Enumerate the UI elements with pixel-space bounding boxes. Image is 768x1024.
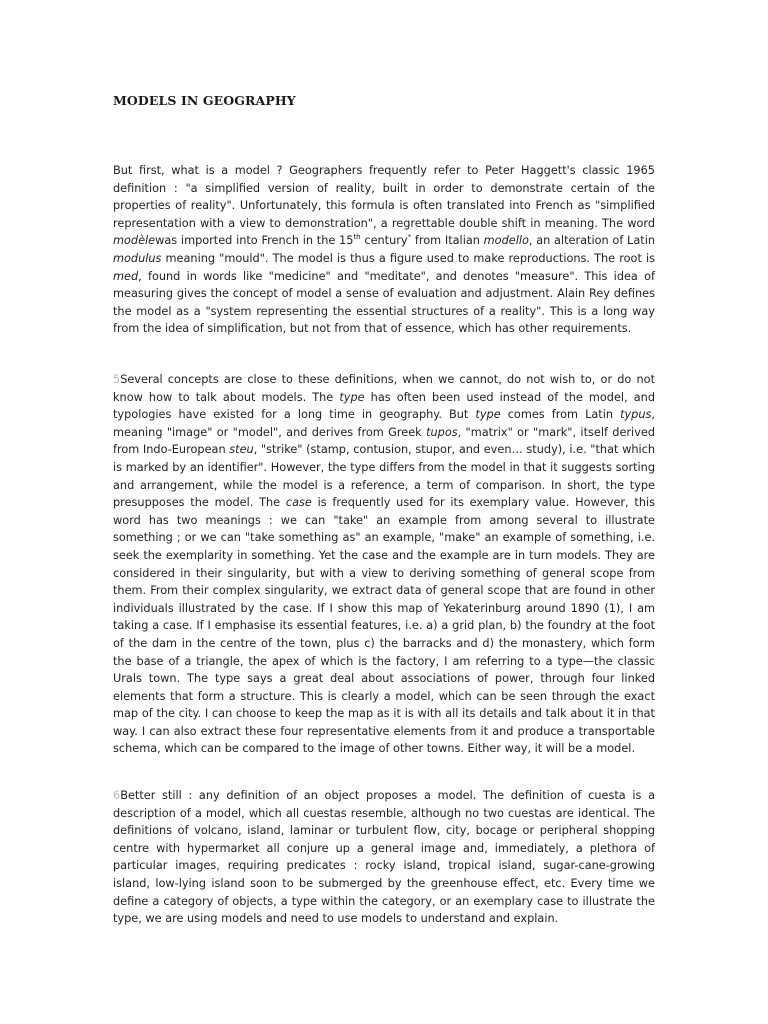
text-run: , meaning "image" or "model", and derives from Greek (113, 408, 655, 439)
paragraph (113, 371, 655, 758)
text-run: But first, what is a model ? Geographers frequently refer to Peter Haggett's classic 1965 definition : "a simplified version of reality, built in order to demonstrate certain of the properties of reality". Unfortunately, this formula is often translated into French as "simplified representation with a view to demonstration", a regrettable double shift in meaning. The word (113, 164, 655, 230)
superscript: th (353, 233, 361, 242)
paragraph-number: 5 (113, 373, 121, 386)
paragraph (113, 162, 655, 338)
italic-term: type (339, 390, 365, 404)
italic-term: med (113, 269, 139, 283)
text-run: Several concepts are close to these definitions, when we cannot, do not wish to, or do not know how to talk about models. The (113, 373, 655, 404)
text-run: was imported into French in the 15 (155, 234, 354, 248)
text-run: meaning "mould". The model is thus a figure used to make reproductions. The root is (161, 251, 655, 265)
italic-term: steu (229, 443, 254, 457)
text-run: century (360, 234, 408, 248)
italic-term: case (285, 496, 312, 510)
italic-term: modèle (113, 234, 156, 248)
paragraph-number: 6 (113, 789, 121, 802)
text-run: , "matrix" or "mark", itself derived from Indo-European (113, 425, 655, 457)
paragraph (113, 787, 655, 928)
italic-term: modello (483, 234, 529, 248)
text-run: , "strike" (stamp, contusion, stupor, and even… study), i.e. "that which is marked by an identifier". However, the type differs from the model in that it suggests sorting and arrangement, while the model is a reference, a term of comparison. In short, the type presupposes the model. The (113, 443, 655, 510)
page-title: MODELS IN GEOGRAPHY (113, 93, 296, 108)
text-run: comes from Latin (500, 408, 621, 422)
superscript: * (407, 233, 412, 242)
text-run: Better still : any definition of an object proposes a model. The definition of cuesta is a description of a model, which all cuestas resemble, although no two cuestas are identical. The definitions of volcano, island, laminar or turbulent flow, city, bocage or peripheral shopping centre with hypermarket all conjure up a general image and, immediately, a plethora of particular images, requiring predicates : rocky island, tropical island, sugar-cane-growing island, low-lying island soon to be submerged by the greenhouse effect, etc. Every time we define a category of objects, a type within the category, or an exemplary case to illustrate the type, we are using models and need to use models to understand and explain. (113, 789, 655, 926)
text-run: from Italian (411, 234, 484, 248)
italic-term: modulus (113, 251, 162, 265)
italic-term: typus (620, 408, 652, 422)
text-run: has often been used instead of the model, and typologies have existed for a long time in geography. But (113, 390, 655, 422)
text-run: , an alteration of Latin (528, 234, 655, 248)
italic-term: tupos (426, 425, 458, 439)
text-run: , found in words like "medicine" and "meditate", and denotes "measure". This idea of measuring gives the concept of model a sense of evaluation and adjustment. Alain Rey defines the model as a "system representing the essential structures of a reality". This is a long way from the idea of simplification, but not from that of essence, which has other requirements. (113, 269, 655, 336)
italic-term: type (475, 408, 501, 422)
text-run: is frequently used for its exemplary value. However, this word has two meanings : we can "take" an example from among several to illustrate something ; or we can "take something as" an example, "make" an example of something, i.e. seek the exemplarity in something. Yet the case and the example are in turn models. They are considered in their singularity, but with a view to deriving something of general scope from them. From their complex singularity, we extract data of general scope that are found in other individuals illustrated by the case. If I show this map of Yekaterinburg around 1890 (1), I am taking a case. If I emphasise its essential features, i.e. a) a grid plan, b) the foundry at the foot of the dam in the centre of the town, plus c) the barracks and d) the monastery, which form the base of a triangle, the apex of which is the factory, I am referring to a type—the classic Urals town. The type says a great deal about associations of power, through four linked elements that form a structure. This is clearly a model, which can be seen through the exact map of the city. I can choose to keep the map as it is with all its details and talk about it in that way. I can also extract these four representative elements from it and produce a transportable schema, which can be compared to the image of other towns. Either way, it will be a model. (113, 496, 656, 756)
